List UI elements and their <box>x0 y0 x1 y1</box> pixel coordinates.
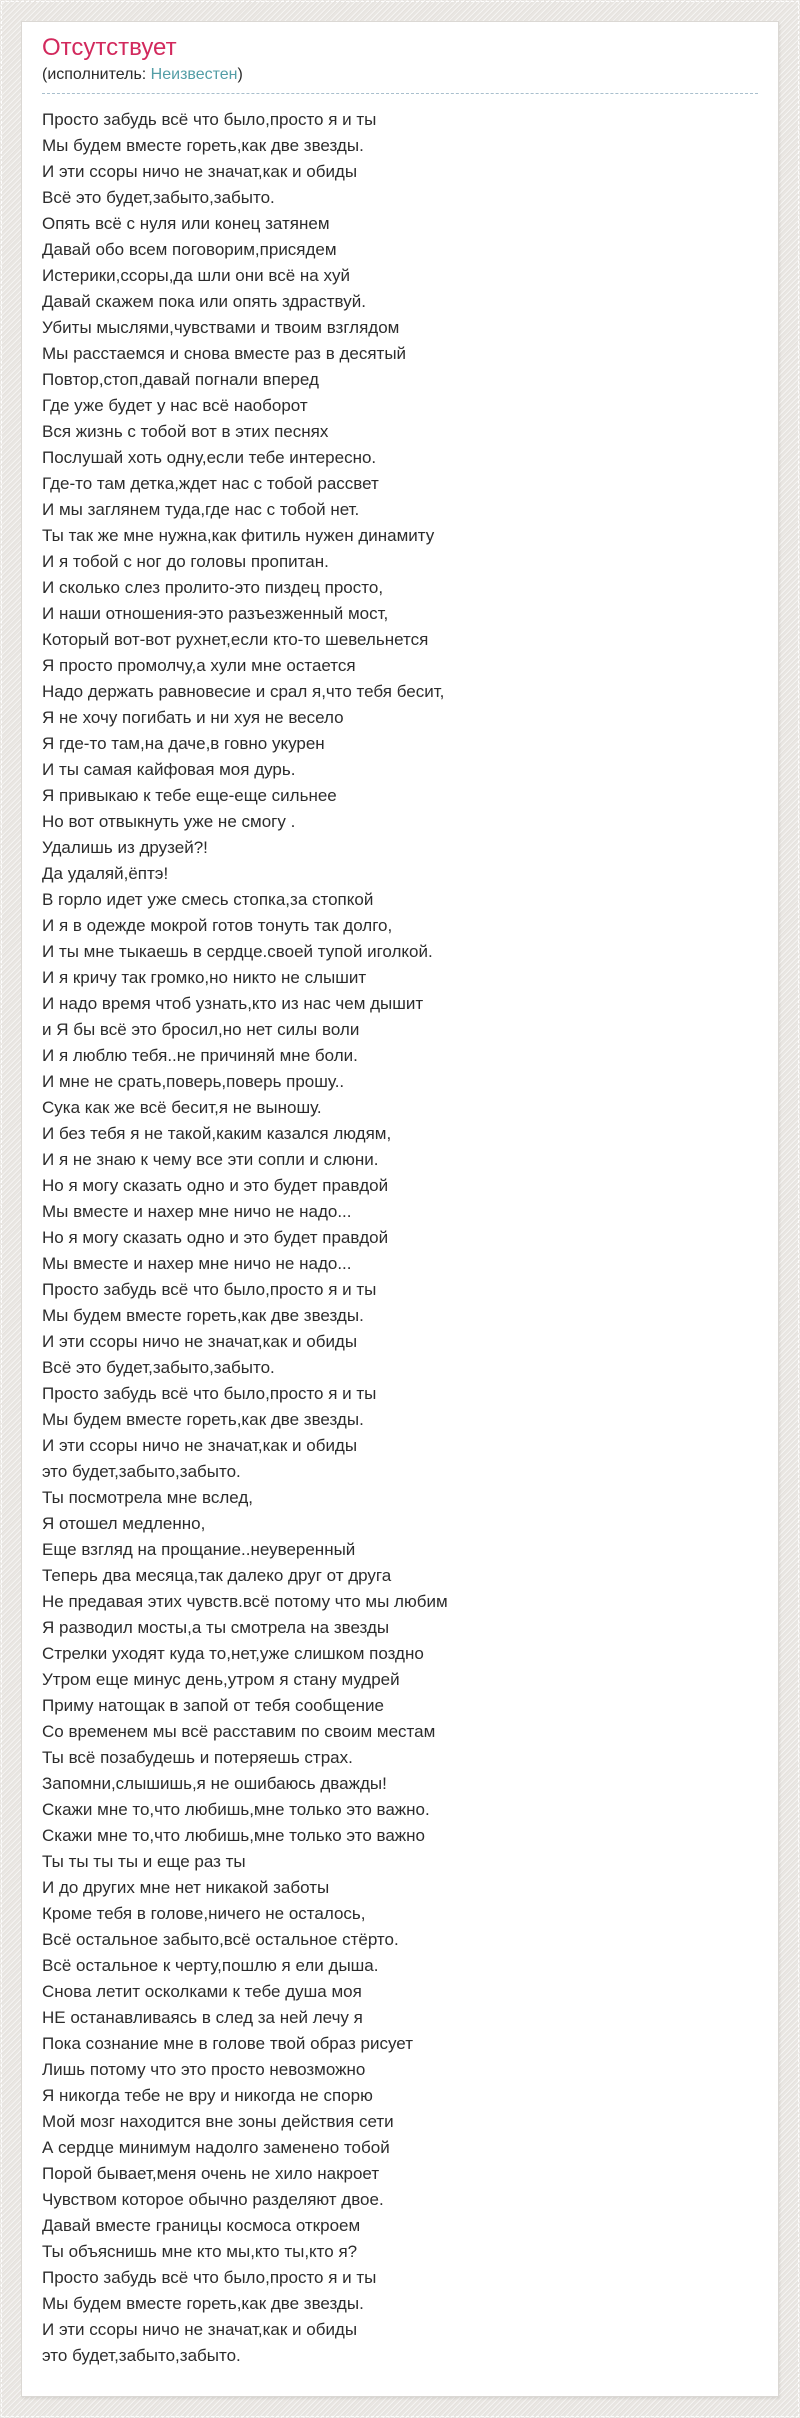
lyric-line: Лишь потому что это просто невозможно <box>42 2059 366 2079</box>
lyric-line: И до других мне нет никакой заботы <box>42 1877 330 1897</box>
lyric-line: Чувством которое обычно разделяют двое. <box>42 2189 384 2209</box>
lyric-line: Послушай хоть одну,если тебе интересно. <box>42 447 377 467</box>
artist-label: (исполнитель: <box>42 65 151 83</box>
lyric-line: Не предавая этих чувств.всё потому что мы любим <box>42 1591 448 1611</box>
lyric-line: Всё остальное к черту,пошлю я ели дыша. <box>42 1955 379 1975</box>
lyric-line: Я не хочу погибать и ни хуя не весело <box>42 707 344 727</box>
lyric-line: А сердце минимум надолго заменено тобой <box>42 2137 390 2157</box>
lyric-line: Я где-то там,на даче,в говно укурен <box>42 733 325 753</box>
lyric-line: Ты так же мне нужна,как фитиль нужен динамиту <box>42 525 435 545</box>
lyric-line: Теперь два месяца,так далеко друг от друга <box>42 1565 392 1585</box>
lyric-line: Запомни,слышишь,я не ошибаюсь дважды! <box>42 1773 387 1793</box>
lyric-line: Я просто промолчу,а хули мне остается <box>42 655 356 675</box>
lyric-line: Надо держать равновесие и срал я,что тебя бесит, <box>42 681 445 701</box>
lyric-line: И без тебя я не такой,каким казался людям, <box>42 1123 392 1143</box>
lyric-line: И эти ссоры ничо не значат,как и обиды <box>42 1435 358 1455</box>
lyric-line: Вся жизнь с тобой вот в этих песнях <box>42 421 329 441</box>
lyric-line: Давай обо всем поговорим,присядем <box>42 239 337 259</box>
lyric-line: Всё это будет,забыто,забыто. <box>42 1357 275 1377</box>
lyric-line: Я никогда тебе не вру и никогда не спорю <box>42 2085 373 2105</box>
lyric-line: Где-то там детка,ждет нас с тобой рассвет <box>42 473 379 493</box>
lyric-line: Скажи мне то,что любишь,мне только это важно. <box>42 1799 430 1819</box>
lyric-line: Повтор,стоп,давай погнали вперед <box>42 369 319 389</box>
lyric-line: Стрелки уходят куда то,нет,уже слишком поздно <box>42 1643 424 1663</box>
lyric-line: это будет,забыто,забыто. <box>42 2345 241 2365</box>
lyric-line: Мы будем вместе гореть,как две звезды. <box>42 2293 364 2313</box>
lyric-line: Мы будем вместе гореть,как две звезды. <box>42 1305 364 1325</box>
lyric-line: И я тобой с ног до головы пропитан. <box>42 551 329 571</box>
lyric-line: Приму натощак в запой от тебя сообщение <box>42 1695 384 1715</box>
lyric-line: Мы будем вместе гореть,как две звезды. <box>42 135 364 155</box>
artist-link[interactable]: Неизвестен <box>150 65 238 83</box>
lyric-line: Просто забудь всё что было,просто я и ты <box>42 2267 377 2287</box>
artist-line <box>42 65 758 85</box>
lyric-line: Сука как же всё бесит,я не выношу. <box>42 1097 322 1117</box>
lyric-line: И сколько слез пролито-это пиздец просто, <box>42 577 384 597</box>
lyric-line: Снова летит осколками к тебе душа моя <box>42 1981 362 2001</box>
lyric-line: Я отошел медленно, <box>42 1513 206 1533</box>
lyric-line: Истерики,ссоры,да шли они всё на хуй <box>42 265 350 285</box>
lyric-line: Просто забудь всё что было,просто я и ты <box>42 1383 377 1403</box>
lyric-line: И я люблю тебя..не причиняй мне боли. <box>42 1045 358 1065</box>
song-header <box>42 34 758 94</box>
lyric-line: Всё остальное забыто,всё остальное стёрто. <box>42 1929 399 1949</box>
lyric-line: Мы вместе и нахер мне ничо не надо... <box>42 1253 352 1273</box>
lyric-line: Убиты мыслями,чувствами и твоим взглядом <box>42 317 400 337</box>
lyric-line: Пока сознание мне в голове твой образ рисует <box>42 2033 413 2053</box>
lyric-line: Ты всё позабудешь и потеряешь страх. <box>42 1747 353 1767</box>
lyric-line: Всё это будет,забыто,забыто. <box>42 187 275 207</box>
lyric-line: Я разводил мосты,а ты смотрела на звезды <box>42 1617 390 1637</box>
lyric-line: И наши отношения-это разъезженный мост, <box>42 603 389 623</box>
lyric-line: Со временем мы всё расставим по своим местам <box>42 1721 436 1741</box>
lyric-line: Еще взгляд на прощание..неуверенный <box>42 1539 356 1559</box>
lyric-line: И я в одежде мокрой готов тонуть так долго, <box>42 915 393 935</box>
lyric-line: И ты самая кайфовая моя дурь. <box>42 759 296 779</box>
lyric-line: это будет,забыто,забыто. <box>42 1461 241 1481</box>
lyric-line: Я привыкаю к тебе еще-еще сильнее <box>42 785 337 805</box>
lyric-line: Ты посмотрела мне вслед, <box>42 1487 253 1507</box>
lyric-line: Порой бывает,меня очень не хило накроет <box>42 2163 380 2183</box>
lyric-line: НЕ останавливаясь в след за ней лечу я <box>42 2007 363 2027</box>
lyric-line: Ты ты ты ты и еще раз ты <box>42 1851 246 1871</box>
lyric-line: Просто забудь всё что было,просто я и ты <box>42 109 377 129</box>
lyric-line: И я кричу так громко,но никто не слышит <box>42 967 367 987</box>
lyric-line: Мы расстаемся и снова вместе раз в десятый <box>42 343 407 363</box>
lyric-line: И эти ссоры ничо не значат,как и обиды <box>42 1331 358 1351</box>
lyric-line: Который вот-вот рухнет,если кто-то шевельнется <box>42 629 429 649</box>
lyric-line: Но я могу сказать одно и это будет правдой <box>42 1175 389 1195</box>
lyric-line: И мы заглянем туда,где нас с тобой нет. <box>42 499 360 519</box>
lyric-line: Но я могу сказать одно и это будет правдой <box>42 1227 389 1247</box>
lyric-line: Да удаляй,ёптэ! <box>42 863 169 883</box>
artist-suffix: ) <box>237 65 243 83</box>
lyric-line: Утром еще минус день,утром я стану мудрей <box>42 1669 400 1689</box>
lyric-line: И мне не срать,поверь,поверь прошу.. <box>42 1071 345 1091</box>
lyric-line: И эти ссоры ничо не значат,как и обиды <box>42 161 358 181</box>
lyric-line: Давай вместе границы космоса откроем <box>42 2215 361 2235</box>
lyric-line: Мой мозг находится вне зоны действия сети <box>42 2111 394 2131</box>
lyric-line: Где уже будет у нас всё наоборот <box>42 395 308 415</box>
lyric-line: Мы будем вместе гореть,как две звезды. <box>42 1409 364 1429</box>
lyric-line: И ты мне тыкаешь в сердце.своей тупой иголкой. <box>42 941 433 961</box>
content-card <box>21 21 779 2397</box>
lyric-line: И надо время чтоб узнать,кто из нас чем дышит <box>42 993 424 1013</box>
lyric-line: Кроме тебя в голове,ничего не осталось, <box>42 1903 366 1923</box>
lyric-line: Удалишь из друзей?! <box>42 837 208 857</box>
lyric-line: И я не знаю к чему все эти сопли и слюни. <box>42 1149 379 1169</box>
lyric-line: Скажи мне то,что любишь,мне только это важно <box>42 1825 426 1845</box>
lyrics-block <box>42 107 758 2369</box>
lyric-line: Давай скажем пока или опять здраствуй. <box>42 291 366 311</box>
lyric-line: и Я бы всё это бросил,но нет силы воли <box>42 1019 360 1039</box>
lyric-line: Мы вместе и нахер мне ничо не надо... <box>42 1201 352 1221</box>
lyric-line: Но вот отвыкнуть уже не смогу . <box>42 811 296 831</box>
song-title: Отсутствует <box>42 34 177 61</box>
lyric-line: Опять всё с нуля или конец затянем <box>42 213 330 233</box>
lyric-line: В горло идет уже смесь стопка,за стопкой <box>42 889 374 909</box>
lyric-line: Ты объяснишь мне кто мы,кто ты,кто я? <box>42 2241 358 2261</box>
lyric-line: Просто забудь всё что было,просто я и ты <box>42 1279 377 1299</box>
lyric-line: И эти ссоры ничо не значат,как и обиды <box>42 2319 358 2339</box>
